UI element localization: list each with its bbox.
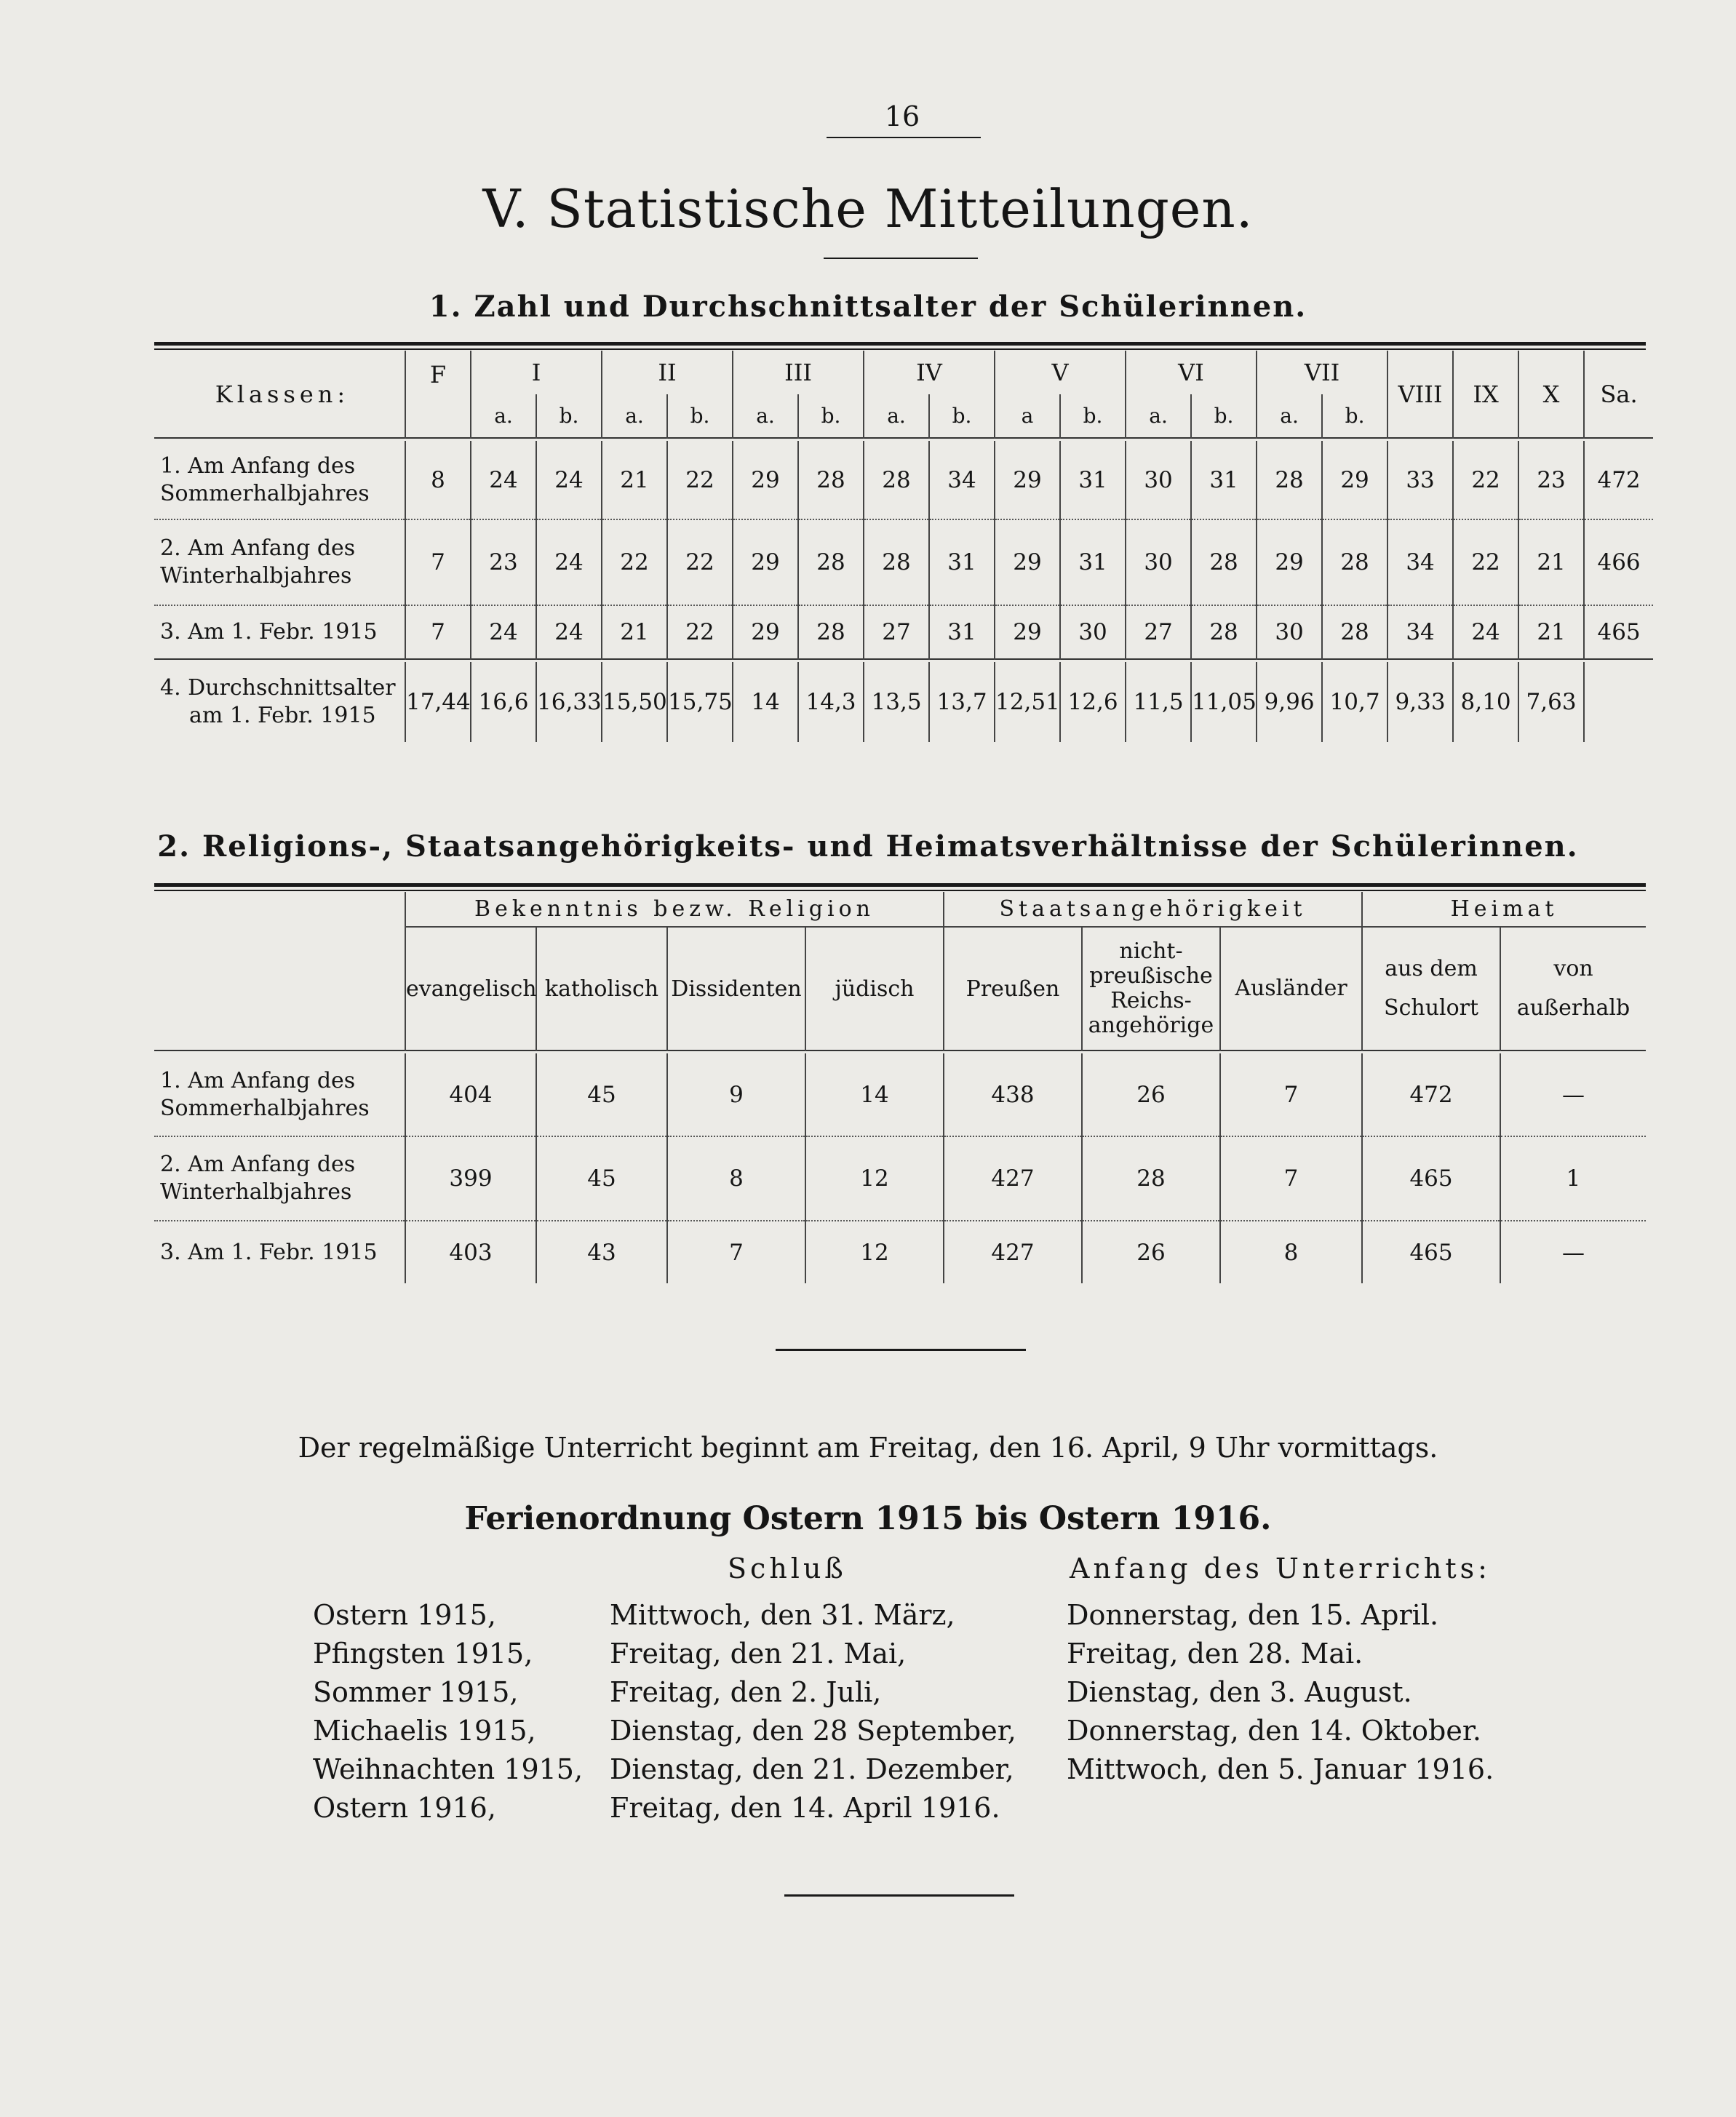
cell: 29: [995, 441, 1060, 519]
col-ausserhalb-line1: von: [1553, 956, 1593, 981]
cell: 12: [805, 1221, 944, 1283]
row-label: 3. Am 1. Febr. 1915: [160, 1239, 378, 1265]
col-evangelisch: evangelisch: [405, 927, 536, 1050]
cell: 13,7: [929, 662, 995, 742]
cell: 29: [733, 605, 798, 659]
notice-text: Der regelmäßige Unterricht beginnt am Freitag, den 16. April, 9 Uhr vormittags.: [298, 1432, 1438, 1464]
table2-top-rule-thin: [154, 890, 1646, 891]
table1-top-rule-thin: [154, 348, 1646, 350]
cell: 22: [602, 519, 667, 605]
cell: 31: [1060, 441, 1126, 519]
holiday-end: Freitag, den 21. Mai,: [610, 1638, 907, 1670]
cell: 29: [995, 605, 1060, 659]
sub-label: a.: [471, 394, 536, 438]
cell: 10,7: [1322, 662, 1387, 742]
page-number-rule: [827, 137, 981, 138]
cell: 7: [667, 1221, 805, 1283]
cell: 29: [733, 519, 798, 605]
col-juedisch: jüdisch: [805, 927, 944, 1050]
col-nichtpreussische-line2: preußische: [1089, 963, 1213, 989]
cell: 29: [1257, 519, 1322, 605]
cell: 28: [1191, 519, 1257, 605]
col-dissidenten: Dissidenten: [667, 927, 805, 1050]
cell: 472: [1584, 441, 1653, 519]
cell: [1584, 662, 1653, 742]
class-header-6: VI: [1126, 351, 1257, 394]
row-label-line2: Winterhalbjahres: [160, 1179, 352, 1205]
class-header-9: IX: [1453, 351, 1518, 438]
table-row: [154, 1053, 1646, 1136]
cell: 31: [1060, 519, 1126, 605]
cell: 23: [471, 519, 536, 605]
cell: 30: [1060, 605, 1126, 659]
col-schulort: [1362, 927, 1500, 1050]
cell: 45: [536, 1053, 667, 1136]
cell: 34: [1387, 519, 1453, 605]
cell: 9,33: [1387, 662, 1453, 742]
class-header-7: VII: [1257, 351, 1387, 394]
cell: 7: [405, 519, 471, 605]
cell: 12,6: [1060, 662, 1126, 742]
sub-label: b.: [1060, 394, 1126, 438]
row-label: [154, 519, 405, 605]
cell: 27: [1126, 605, 1191, 659]
row-label-line1: 1. Am Anfang des: [160, 452, 356, 479]
cell: 22: [667, 441, 733, 519]
table1-top-rule: [154, 342, 1646, 346]
row-label-line2: am 1. Febr. 1915: [189, 703, 376, 728]
class-header-10: X: [1518, 351, 1584, 438]
row-label: 3. Am 1. Febr. 1915: [160, 619, 378, 645]
table2-top-rule: [154, 883, 1646, 887]
cell: 403: [405, 1221, 536, 1283]
cell: 28: [798, 441, 864, 519]
table-row: [154, 1221, 1646, 1283]
class-header-f: F: [405, 351, 471, 438]
holiday-end: Freitag, den 2. Juli,: [610, 1676, 882, 1708]
cell: 17,44: [405, 662, 471, 742]
cell: 22: [667, 605, 733, 659]
cell: 23: [1518, 441, 1584, 519]
cell: 27: [864, 605, 929, 659]
cell: 427: [944, 1136, 1082, 1221]
cell: 34: [929, 441, 995, 519]
sub-label: a.: [1257, 394, 1322, 438]
holiday-start: Donnerstag, den 14. Oktober.: [1067, 1715, 1481, 1747]
cell: 13,5: [864, 662, 929, 742]
section2-heading: 2. Religions-, Staatsangehörigkeits- und Heimatsverhältnisse der Schülerinnen.: [157, 829, 1579, 864]
holiday-start: Donnerstag, den 15. April.: [1067, 1599, 1439, 1631]
holidays-start-dates: [1067, 1596, 1518, 1789]
class-header-2: II: [602, 351, 733, 394]
row-label: [154, 1136, 405, 1221]
holiday-start: Freitag, den 28. Mai.: [1067, 1638, 1363, 1670]
sub-label: a.: [864, 394, 929, 438]
row-label-line2: Winterhalbjahres: [160, 563, 352, 589]
cell: 30: [1257, 605, 1322, 659]
holiday-name: Pfingsten 1915,: [313, 1638, 533, 1670]
cell: 12,51: [995, 662, 1060, 742]
sub-label: b.: [667, 394, 733, 438]
sub-label: a.: [602, 394, 667, 438]
sub-label: a.: [733, 394, 798, 438]
cell: —: [1500, 1053, 1646, 1136]
table-row: [154, 1136, 1646, 1221]
group-home: Heimat: [1362, 892, 1646, 927]
row-label-line2: Sommerhalbjahres: [160, 480, 370, 506]
cell: 29: [995, 519, 1060, 605]
cell: 26: [1082, 1053, 1220, 1136]
cell: 34: [1387, 605, 1453, 659]
holidays-end-dates: [610, 1596, 1017, 1827]
cell: 11,5: [1126, 662, 1191, 742]
title-rule: [824, 258, 978, 259]
col-preussen: Preußen: [944, 927, 1082, 1050]
cell: 31: [929, 605, 995, 659]
cell: 8,10: [1453, 662, 1518, 742]
class-header-1: I: [471, 351, 602, 394]
cell: 466: [1584, 519, 1653, 605]
sub-label: b.: [1322, 394, 1387, 438]
row-label-line1: 2. Am Anfang des: [160, 1152, 356, 1177]
holiday-end: Mittwoch, den 31. März,: [610, 1599, 955, 1631]
col-ausserhalb: [1500, 927, 1646, 1050]
holiday-end: Freitag, den 14. April 1916.: [610, 1792, 1000, 1824]
col-katholisch: katholisch: [536, 927, 667, 1050]
cell: 399: [405, 1136, 536, 1221]
cell: 7,63: [1518, 662, 1584, 742]
cell: 14: [805, 1053, 944, 1136]
cell: 28: [798, 605, 864, 659]
cell: 28: [1322, 605, 1387, 659]
class-header-total: Sa.: [1584, 351, 1653, 438]
col-nichtpreussische-line3: Reichs-: [1110, 988, 1192, 1013]
holiday-name: Ostern 1916,: [313, 1792, 496, 1824]
cell: 22: [667, 519, 733, 605]
cell: 24: [536, 605, 602, 659]
col-schulort-line1: aus dem: [1385, 956, 1478, 981]
cell: 30: [1126, 519, 1191, 605]
class-header-3: III: [733, 351, 864, 394]
col-auslaender: Ausländer: [1220, 927, 1362, 1050]
row-label: [154, 662, 405, 742]
cell: 22: [1453, 519, 1518, 605]
cell: 438: [944, 1053, 1082, 1136]
col-nichtpreussische: [1082, 927, 1220, 1050]
cell: 16,6: [471, 662, 536, 742]
row-header-label: Klassen:: [215, 380, 350, 408]
cell: 24: [471, 441, 536, 519]
cell: 45: [536, 1136, 667, 1221]
cell: 21: [1518, 519, 1584, 605]
cell: 465: [1362, 1221, 1500, 1283]
cell: 29: [1322, 441, 1387, 519]
table-row: [154, 519, 1653, 605]
cell: 427: [944, 1221, 1082, 1283]
row-label: [154, 441, 405, 519]
cell: 9,96: [1257, 662, 1322, 742]
cell: 28: [1082, 1136, 1220, 1221]
sub-label: b.: [929, 394, 995, 438]
cell: 28: [864, 441, 929, 519]
page-title: V. Statistische Mitteilungen.: [482, 178, 1254, 239]
cell: 28: [1191, 605, 1257, 659]
table-class-counts: [154, 351, 1653, 742]
divider-rule: [776, 1349, 1026, 1351]
cell: 1: [1500, 1136, 1646, 1221]
holiday-name: Sommer 1915,: [313, 1676, 519, 1708]
cell: 14: [733, 662, 798, 742]
sub-label: b.: [798, 394, 864, 438]
cell: 26: [1082, 1221, 1220, 1283]
cell: 7: [1220, 1136, 1362, 1221]
table-row: [154, 605, 1653, 659]
row-label-line1: 4. Durchschnittsalter: [160, 675, 396, 701]
cell: 465: [1362, 1136, 1500, 1221]
cell: 29: [733, 441, 798, 519]
class-header-4: IV: [864, 351, 995, 394]
holiday-end: Dienstag, den 28 September,: [610, 1715, 1016, 1747]
holiday-start: Mittwoch, den 5. Januar 1916.: [1067, 1753, 1494, 1785]
cell: 28: [1257, 441, 1322, 519]
holiday-name: Ostern 1915,: [313, 1599, 496, 1631]
page-number: 16: [884, 100, 920, 132]
cell: 16,33: [536, 662, 602, 742]
holidays-col-end: Schluß: [728, 1552, 847, 1584]
holiday-start: Dienstag, den 3. August.: [1067, 1676, 1412, 1708]
cell: 28: [864, 519, 929, 605]
sub-label: a.: [1126, 394, 1191, 438]
cell: 21: [602, 441, 667, 519]
cell: 404: [405, 1053, 536, 1136]
group-religion: Bekenntnis bezw. Religion: [405, 892, 944, 927]
class-header-5: V: [995, 351, 1126, 394]
row-label: [154, 1053, 405, 1136]
cell: 472: [1362, 1053, 1500, 1136]
cell: 14,3: [798, 662, 864, 742]
table-religion-state-home: [154, 892, 1646, 1283]
class-header-8: VIII: [1387, 351, 1453, 438]
col-nichtpreussische-line1: nicht-: [1119, 938, 1183, 964]
row-label-line1: 1. Am Anfang des: [160, 1067, 356, 1093]
sub-label: b.: [1191, 394, 1257, 438]
holidays-heading: Ferienordnung Ostern 1915 bis Ostern 1916.: [464, 1500, 1272, 1537]
cell: 465: [1584, 605, 1653, 659]
cell: 43: [536, 1221, 667, 1283]
cell: 31: [929, 519, 995, 605]
cell: 15,50: [602, 662, 667, 742]
row-label-line2: Sommerhalbjahres: [160, 1095, 370, 1121]
holiday-name: Weihnachten 1915,: [313, 1753, 584, 1785]
sub-label: a: [995, 394, 1060, 438]
sub-label: b.: [536, 394, 602, 438]
cell: 22: [1453, 441, 1518, 519]
table-row: [154, 441, 1653, 519]
holiday-name: Michaelis 1915,: [313, 1715, 536, 1747]
holidays-names: [313, 1596, 604, 1827]
cell: 24: [1453, 605, 1518, 659]
cell: 30: [1126, 441, 1191, 519]
bottom-rule: [784, 1894, 1014, 1897]
cell: 24: [471, 605, 536, 659]
cell: —: [1500, 1221, 1646, 1283]
cell: 7: [1220, 1053, 1362, 1136]
cell: 31: [1191, 441, 1257, 519]
col-nichtpreussische-line4: angehörige: [1088, 1013, 1214, 1038]
col-ausserhalb-line2: außerhalb: [1516, 995, 1631, 1021]
holiday-end: Dienstag, den 21. Dezember,: [610, 1753, 1014, 1785]
cell: 8: [667, 1136, 805, 1221]
cell: 24: [536, 441, 602, 519]
section1-heading: 1. Zahl und Durchschnittsalter der Schülerinnen.: [429, 290, 1307, 324]
cell: 8: [1220, 1221, 1362, 1283]
cell: 15,75: [667, 662, 733, 742]
holidays-col-start: Anfang des Unterrichts:: [1070, 1552, 1491, 1584]
cell: 21: [602, 605, 667, 659]
cell: 21: [1518, 605, 1584, 659]
row-label-line1: 2. Am Anfang des: [160, 535, 356, 561]
cell: 12: [805, 1136, 944, 1221]
table2-corner: [154, 892, 405, 1050]
table-row: [154, 662, 1653, 742]
cell: 33: [1387, 441, 1453, 519]
cell: 24: [536, 519, 602, 605]
cell: 8: [405, 441, 471, 519]
cell: 28: [1322, 519, 1387, 605]
group-state: Staatsangehörigkeit: [944, 892, 1362, 927]
cell: 28: [798, 519, 864, 605]
cell: 9: [667, 1053, 805, 1136]
col-schulort-line2: Schulort: [1384, 995, 1479, 1021]
cell: 7: [405, 605, 471, 659]
cell: 11,05: [1191, 662, 1257, 742]
